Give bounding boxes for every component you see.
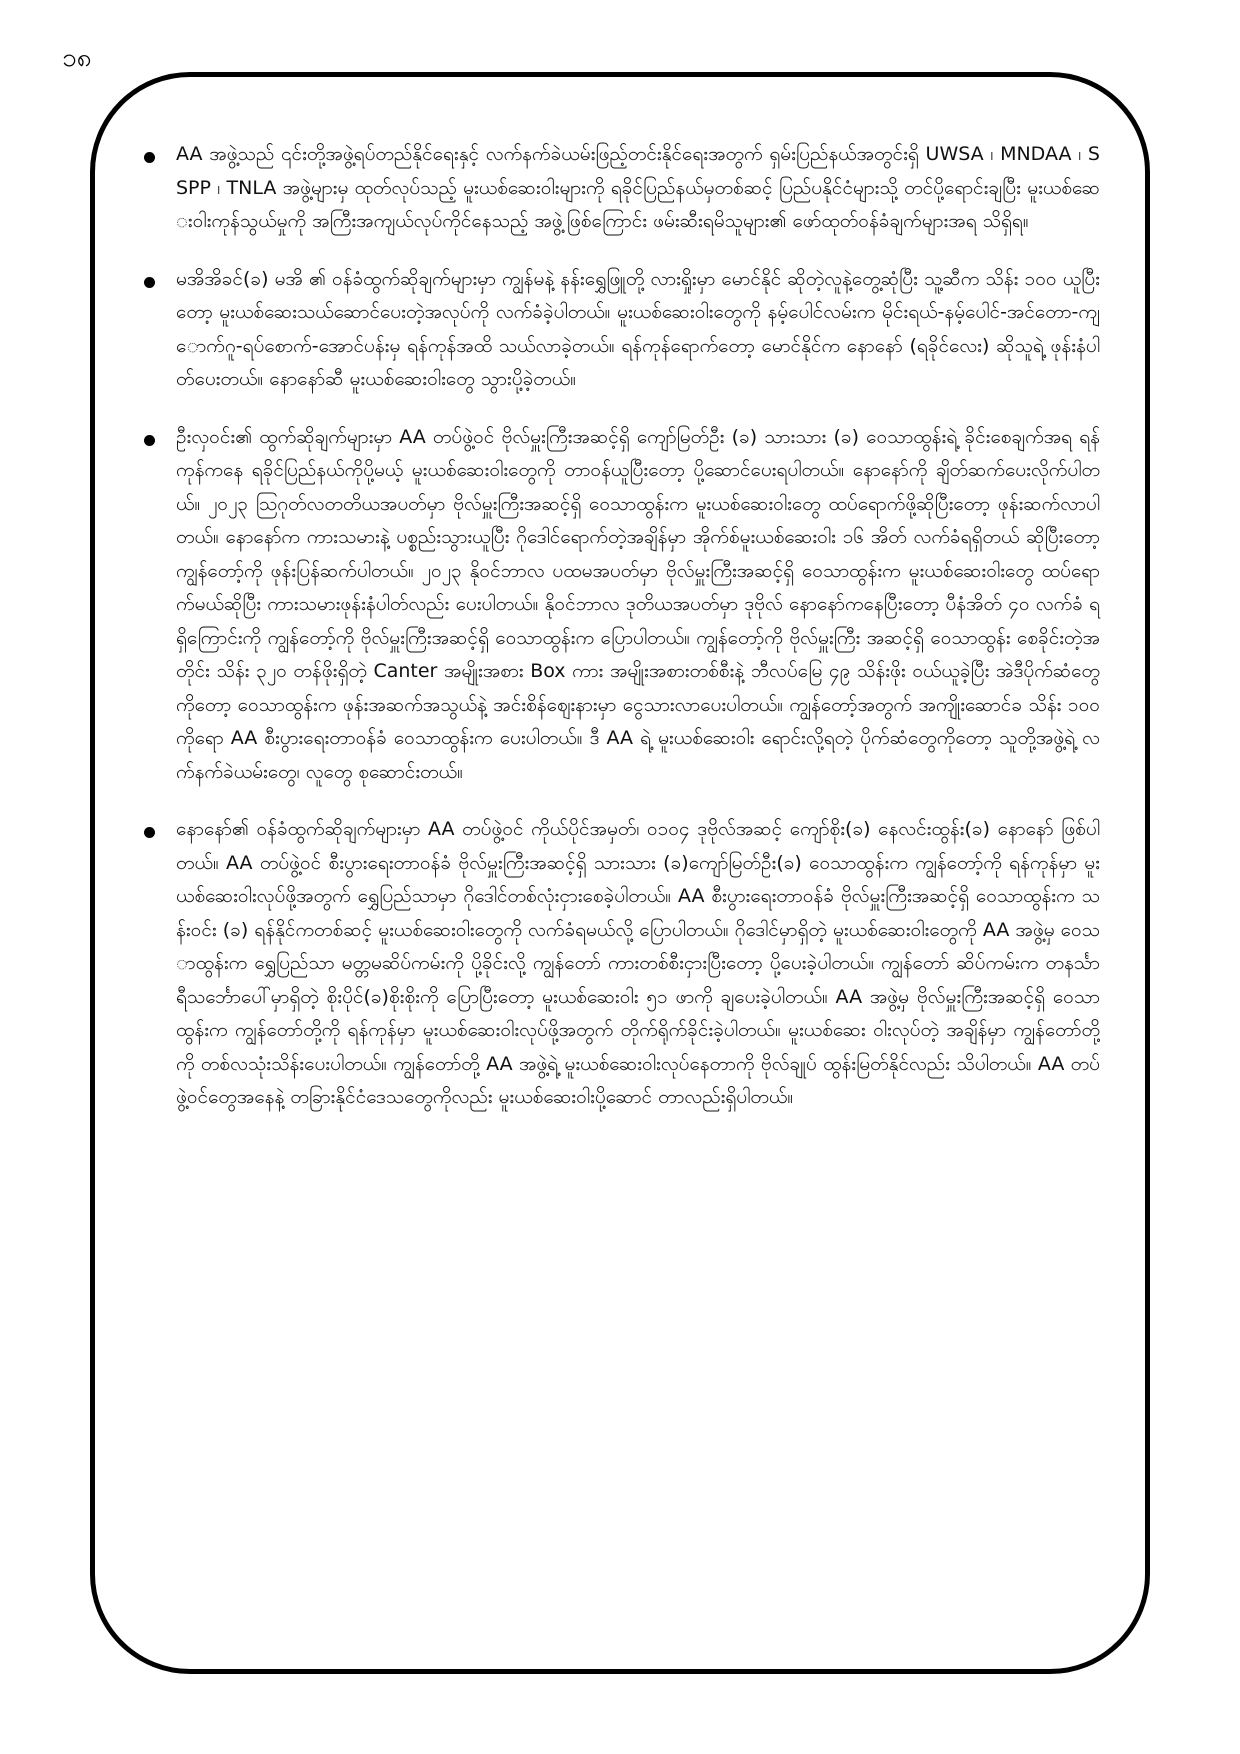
bullet-icon [144,277,155,288]
list-item [140,421,1100,790]
paragraph-testimony-naw-naw: နောနော်၏ ဝန်ခံထွက်ဆိုချက်များမှာ AA တပ်ဖွဲ့ဝင် ကိုယ်ပိုင်အမှတ်၊ ၀၁၀၄ ဒုဗိုလ်အဆင့် ကျော်စိုး(ခ) နေလင်းထွန်း(ခ) နောနော် ဖြစ်ပါတယ်။ AA တပ်ဖွဲ့ဝင် စီးပွားရေးတာဝန်ခံ ဗိုလ်မှူးကြီးအဆင့်ရှိ သားသား (ခ)ကျော်မြတ်ဦး(ခ) ဝေသာထွန်းက ကျွန်တော့်ကို ရန်ကုန်မှာ မူးယစ်ဆေးဝါးလုပ်ဖို့အတွက် ရွှေပြည်သာမှာ ဂိုဒေါင်တစ်လုံးငှားစေခဲ့ပါတယ်။ AA စီးပွားရေးတာဝန်ခံ ဗိုလ်မှူးကြီးအဆင့်ရှိ ဝေသာထွန်းက သန်းဝင်း (ခ) ရန်နိုင်ကတစ်ဆင့် မူးယစ်ဆေးဝါးတွေကို လက်ခံရမယ်လို့ ပြောပါတယ်။ ဂိုဒေါင်မှာရှိတဲ့ မူးယစ်ဆေးဝါးတွေကို AA အဖွဲ့မှ ဝေသာထွန်းက ရွှေပြည်သာ မတ္တမဆိပ်ကမ်းကို ပို့ခိုင်းလို့ ကျွန်တော် ကားတစ်စီးငှားပြီးတော့ ပို့ပေးခဲ့ပါတယ်။ ကျွန်တော် ဆိပ်ကမ်းက တနင်္သာရီသင်္ဘောပေါ်မှာရှိတဲ့ စိုးပိုင်(ခ)စိုးစိုးကို ပြောပြီးတော့ မူးယစ်ဆေးဝါး ၅၁ ဖာကို ချပေးခဲ့ပါတယ်။ AA အဖွဲ့မှ ဗိုလ်မှူးကြီးအဆင့်ရှိ ဝေသာထွန်းက ကျွန်တော်တို့ကို ရန်ကုန်မှာ မူးယစ်ဆေးဝါးလုပ်ဖို့အတွက် တိုက်ရိုက်ခိုင်းခဲ့ပါတယ်။ မူးယစ်ဆေး ဝါးလုပ်တဲ့ အချိန်မှာ ကျွန်တော်တို့ကို တစ်လသုံးသိန်းပေးပါတယ်။ ကျွန်တော်တို့ AA အဖွဲ့ရဲ့ မူးယစ်ဆေးဝါးလုပ်နေတာကို ဗိုလ်ချုပ် ထွန်းမြတ်နိုင်လည်း သိပါတယ်။ AA တပ်ဖွဲ့ဝင်တွေအနေနဲ့ တခြားနိုင်ငံဒေသတွေကိုလည်း မူးယစ်ဆေးဝါးပို့ဆောင် တာလည်းရှိပါတယ်။ [176,818,1100,1108]
bullet-icon [144,435,155,446]
bullet-icon [144,152,155,163]
page-body [140,138,1100,1139]
list-item [140,813,1100,1115]
bullet-list [140,138,1100,1115]
bullet-icon [144,827,155,838]
list-item [140,138,1100,239]
list-item [140,263,1100,397]
paragraph-testimony-ma-ei: မအိအိခင်(ခ) မအိ ၏ ဝန်ခံထွက်ဆိုချက်များမှာ ကျွန်မနဲ့ နန်းရွှေဖြူတို့ လားရှိုးမှာ မောင်နိုင် ဆိုတဲ့လူနဲ့တွေ့ဆုံပြီး သူ့ဆီက သိန်း ၁၀၀ ယူပြီးတော့ မူးယစ်ဆေးသယ်ဆောင်ပေးတဲ့အလုပ်ကို လက်ခံခဲ့ပါတယ်။ မူးယစ်ဆေးဝါးတွေကို နမ့်ပေါင်လမ်းက မိုင်းရယ်-နမ့်ပေါင်-အင်တော-ကျောက်ဂူ-ရပ်စောက်-အောင်ပန်းမှ ရန်ကုန်အထိ သယ်လာခဲ့တယ်။ ရန်ကုန်ရောက်တော့ မောင်နိုင်က နောနော် (ရခိုင်လေး) ဆိုသူရဲ့ ဖုန်းနံပါတ်ပေးတယ်။ နောနော်ဆီ မူးယစ်ဆေးဝါးတွေ သွားပို့ခဲ့တယ်။ [176,267,1100,390]
page-number: ၁၈ [62,43,92,73]
paragraph-testimony-u-hla-win: ဦးလှဝင်း၏ ထွက်ဆိုချက်များမှာ AA တပ်ဖွဲ့ဝင် ဗိုလ်မှူးကြီးအဆင့်ရှိ ကျော်မြတ်ဦး (ခ) သားသား (ခ) ဝေသာထွန်းရဲ့ ခိုင်းစေချက်အရ ရန်ကုန်ကနေ ရခိုင်ပြည်နယ်ကိုပို့မယ့် မူးယစ်ဆေးဝါးတွေကို တာဝန်ယူပြီးတော့ ပို့ဆောင်ပေးရပါတယ်။ နောနော်ကို ချိတ်ဆက်ပေးလိုက်ပါတယ်။ ၂၀၂၃ ဩဂုတ်လတတိယအပတ်မှာ ဗိုလ်မှူးကြီးအဆင့်ရှိ ဝေသာထွန်းက မူးယစ်ဆေးဝါးတွေ ထပ်ရောက်ဖို့ဆိုပြီးတော့ ဖုန်းဆက်လာပါတယ်။ နောနော်က ကားသမားနဲ့ ပစ္စည်းသွားယူပြီး ဂိုဒေါင်ရောက်တဲ့အချိန်မှာ အိုက်စ်မူးယစ်ဆေးဝါး ၁၆ အိတ် လက်ခံရရှိတယ် ဆိုပြီးတော့ ကျွန်တော့်ကို ဖုန်းပြန်ဆက်ပါတယ်။ ၂၀၂၃ နိုဝင်ဘာလ ပထမအပတ်မှာ ဗိုလ်မှူးကြီးအဆင့်ရှိ ဝေသာထွန်းက မူးယစ်ဆေးဝါးတွေ ထပ်ရောက်မယ်ဆိုပြီး ကားသမားဖုန်းနံပါတ်လည်း ပေးပါတယ်။ နိုဝင်ဘာလ ဒုတိယအပတ်မှာ ဒုဗိုလ် နောနော်ကနေပြီးတော့ ပီနံအိတ် ၄၀ လက်ခံ ရရှိကြောင်းကို ကျွန်တော့်ကို ဗိုလ်မှူးကြီးအဆင့်ရှိ ဝေသာထွန်းက ပြောပါတယ်။ ကျွန်တော့်ကို ဗိုလ်မှူးကြီး အဆင့်ရှိ ဝေသာထွန်း စေခိုင်းတဲ့အတိုင်း သိန်း ၃၂၀ တန်ဖိုးရှိတဲ့ Canter အမျိုးအစား Box ကား အမျိုးအစားတစ်စီးနဲ့ ဘီလပ်မြေ ၄၉ သိန်းဖိုး ဝယ်ယူခဲ့ပြီး အဲဒီပိုက်ဆံတွေကိုတော့ ဝေသာထွန်းက ဖုန်းအဆက်အသွယ်နဲ့ အင်းစိန်ဈေးနားမှာ ငွေသားလာပေးပါတယ်။ ကျွန်တော့်အတွက် အကျိုးဆောင်ခ သိန်း ၁၀၀ ကိုရော AA စီးပွားရေးတာဝန်ခံ ဝေသာထွန်းက ပေးပါတယ်။ ဒီ AA ရဲ့ မူးယစ်ဆေးဝါး ရောင်းလို့ရတဲ့ ပိုက်ဆံတွေကိုတော့ သူတို့အဖွဲ့ရဲ့ လက်နက်ခဲယမ်းတွေ၊ လူတွေ စုဆောင်းတယ်။ [176,425,1100,783]
paragraph-aa-drug-trade: AA အဖွဲ့သည် ၎င်းတို့အဖွဲ့ရပ်တည်နိုင်ရေးနှင့် လက်နက်ခဲယမ်းဖြည့်တင်းနိုင်ရေးအတွက် ရှမ်းပြည်နယ်အတွင်းရှိ UWSA ၊ MNDAA ၊ SSPP ၊ TNLA အဖွဲ့များမှ ထုတ်လုပ်သည့် မူးယစ်ဆေးဝါးများကို ရခိုင်ပြည်နယ်မှတစ်ဆင့် ပြည်ပနိုင်ငံများသို့ တင်ပို့ရောင်းချပြီး မူးယစ်ဆေးဝါးကုန်သွယ်မှုကို အကြီးအကျယ်လုပ်ကိုင်နေသည့် အဖွဲ့ဖြစ်ကြောင်း ဖမ်းဆီးရမိသူများ၏ ဖော်ထုတ်ဝန်ခံချက်များအရ သိရှိရ။ [176,143,1100,232]
